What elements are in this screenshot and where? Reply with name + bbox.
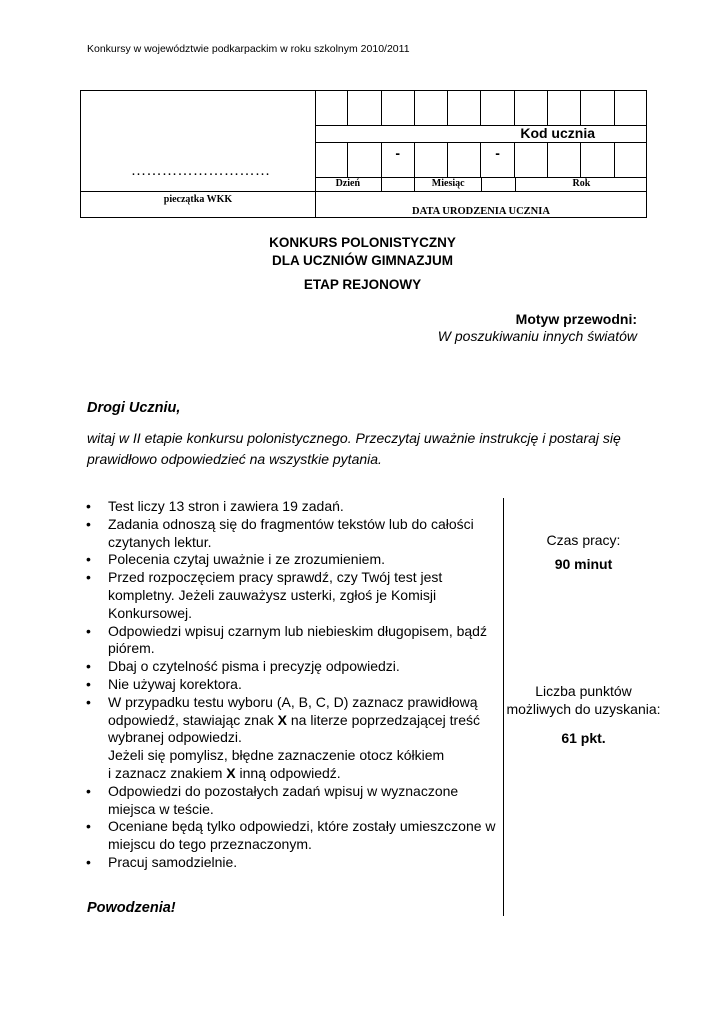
time-value: 90 minut <box>554 556 613 572</box>
student-code-label: Kod ucznia <box>520 125 595 141</box>
rule-text: Dbaj o czytelność pisma i precyzję odpowiedzi. <box>108 658 400 675</box>
day-label: Dzień <box>335 178 361 189</box>
list-item <box>84 623 500 659</box>
motto-heading: Motyw przewodni: <box>515 311 637 327</box>
rule-text: Jeżeli się pomylisz, błędne zaznaczenie otocz kółkiem <box>108 747 445 764</box>
date-separator <box>381 142 414 177</box>
date-cell[interactable] <box>547 142 580 177</box>
list-item <box>84 854 500 872</box>
rule-text: Przed rozpoczęciem pracy sprawdź, czy Twój test jest kompletny. Jeżeli zauważysz usterki, zgłoś je Komisji Konkursowej. <box>108 569 443 621</box>
year-label: Rok <box>515 177 647 191</box>
rule-text: Nie używaj korektora. <box>108 675 242 692</box>
list-item <box>84 818 500 854</box>
date-dash: - <box>395 145 401 161</box>
rule-text: Oceniane będą tylko odpowiedzi, które zostały umieszczone w miejscu do tego przeznaczonym. <box>108 818 496 853</box>
list-item <box>84 498 500 516</box>
date-separator <box>480 142 513 177</box>
date-cell[interactable] <box>580 142 613 177</box>
code-cell[interactable] <box>414 91 447 125</box>
list-item <box>84 783 500 819</box>
rule-text: Polecenia czytaj uważnie i ze zrozumieniem. <box>108 551 386 568</box>
list-item <box>84 694 500 783</box>
student-code-cells <box>315 91 647 126</box>
date-dash: - <box>495 145 500 161</box>
code-cell[interactable] <box>547 91 580 125</box>
motto-text: W poszukiwaniu innych światów <box>437 328 637 344</box>
date-label-spacer <box>481 177 515 191</box>
intro-paragraph: witaj w II etapie konkursu polonistycznego. Przeczytaj uważnie instrukcję i postaraj się prawidłowo odpowiedzieć na wszystkie pytania. <box>87 430 621 467</box>
code-cell[interactable] <box>580 91 613 125</box>
instructions-list <box>84 498 500 872</box>
code-cell[interactable] <box>614 91 647 125</box>
contest-subtitle: DLA UCZNIÓW GIMNAZJUM <box>272 253 453 268</box>
rule-text: inną odpowiedź. <box>239 764 341 781</box>
list-item <box>84 516 500 552</box>
code-cell[interactable] <box>480 91 513 125</box>
rule-text: Pracuj samodzielnie. <box>108 853 238 870</box>
rule-text: Zadania odnoszą się do fragmentów tekstów lub do całości czytanych lektur. <box>108 515 474 550</box>
stamp-dots: ……………………… <box>131 163 271 179</box>
time-label: Czas pracy: <box>546 532 621 548</box>
contest-title: KONKURS POLONISTYCZNY <box>269 235 456 250</box>
contest-stage: ETAP REJONOWY <box>303 277 422 292</box>
code-cell[interactable] <box>315 91 347 125</box>
list-item <box>84 569 500 622</box>
rule-text: i zaznacz znakiem <box>108 764 223 781</box>
list-item <box>84 676 500 694</box>
page-header: Konkursy w województwie podkarpackim w roku szkolnym 2010/2011 <box>87 43 410 55</box>
code-cell[interactable] <box>447 91 480 125</box>
date-cell[interactable] <box>347 142 380 177</box>
rule-text: na literze poprzedzającej treść wybranej odpowiedzi. <box>108 711 480 746</box>
student-info-box <box>80 90 647 218</box>
rule-text: W przypadku testu wyboru (A, B, C, D) zaznacz prawidłową odpowiedź, stawiając znak <box>108 693 478 728</box>
greeting: Drogi Uczniu, <box>87 400 181 416</box>
date-cell[interactable] <box>447 142 480 177</box>
date-cell[interactable] <box>315 142 347 177</box>
rule-text: Test liczy 13 stron i zawiera 19 zadań. <box>108 498 344 514</box>
rule-text: Odpowiedzi do pozostałych zadań wpisuj w wyznaczone miejsca w teście. <box>108 782 459 817</box>
date-labels-row <box>315 177 647 192</box>
date-label-spacer <box>381 177 415 191</box>
column-divider <box>503 498 504 916</box>
closing-wish: Powodzenia! <box>87 900 176 916</box>
x-mark: X <box>226 764 236 781</box>
code-cell[interactable] <box>514 91 547 125</box>
code-cell[interactable] <box>381 91 414 125</box>
rule-text: Odpowiedzi wpisuj czarnym lub niebieskim długopisem, bądź piórem. <box>108 622 487 657</box>
code-label-row <box>315 125 647 143</box>
date-cell[interactable] <box>514 142 547 177</box>
points-label: Liczba punktów możliwych do uzyskania: <box>506 683 661 717</box>
x-mark: X <box>277 711 287 728</box>
stamp-area <box>81 91 316 217</box>
birth-date-cells <box>315 142 647 178</box>
list-item <box>84 551 500 569</box>
date-cell[interactable] <box>414 142 447 177</box>
stamp-label: pieczątka WKK <box>163 194 233 205</box>
month-label: Miesiąc <box>414 177 481 191</box>
code-cell[interactable] <box>347 91 380 125</box>
birth-date-caption: DATA URODZENIA UCZNIA <box>412 206 550 217</box>
date-cell[interactable] <box>614 142 647 177</box>
list-item <box>84 658 500 676</box>
points-value: 61 pkt. <box>561 730 606 746</box>
stamp-divider <box>81 191 315 192</box>
